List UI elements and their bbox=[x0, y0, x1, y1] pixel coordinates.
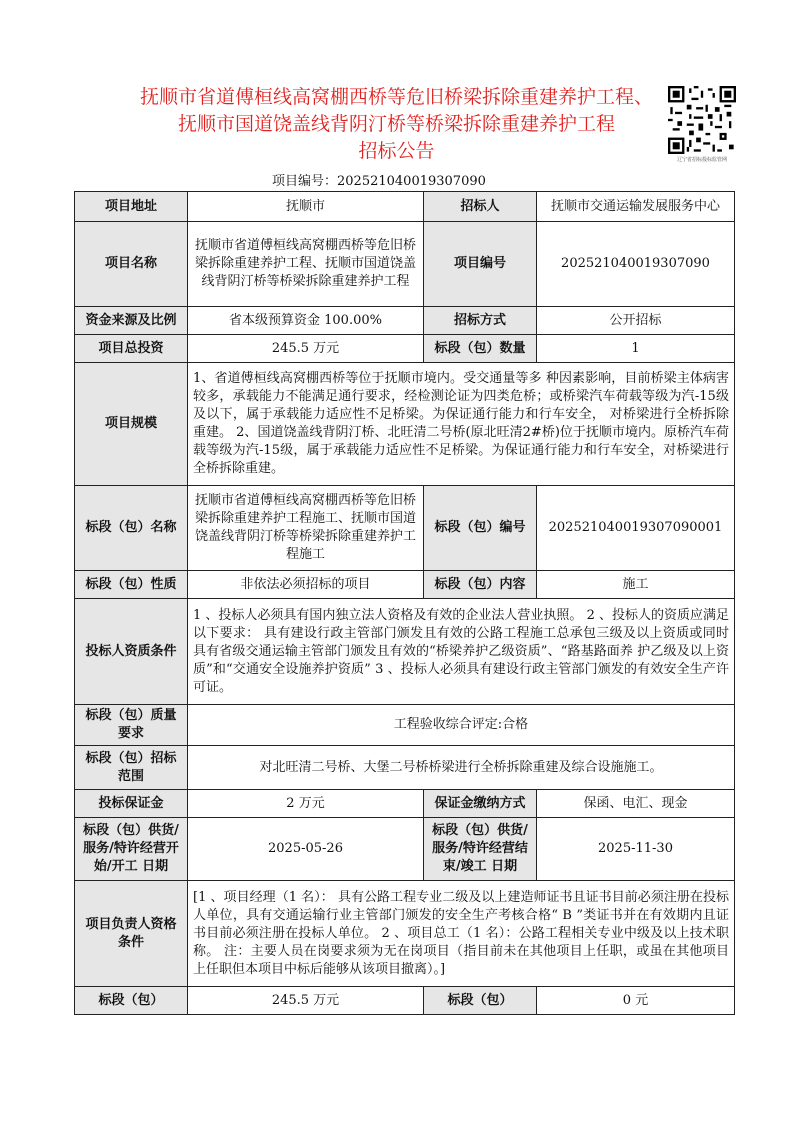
title-line-1: 抚顺市省道傅桓线高窝棚西桥等危旧桥梁拆除重建养护工程、 bbox=[139, 86, 653, 108]
table-row bbox=[75, 599, 735, 705]
value-section-content: 施工 bbox=[537, 571, 735, 599]
value-section-number: 202521040019307090001 bbox=[537, 486, 735, 571]
label-section-content: 标段（包）内容 bbox=[424, 571, 537, 599]
value-section-nature: 非依法必须招标的项目 bbox=[188, 571, 424, 599]
value-tender-method: 公开招标 bbox=[537, 307, 735, 335]
label-start-date: 标段（包）供货/服务/特许经营开始/开工 日期 bbox=[75, 818, 188, 881]
label-bidder-qualification: 投标人资质条件 bbox=[75, 599, 188, 705]
table-row bbox=[75, 746, 735, 790]
table-row bbox=[75, 881, 735, 987]
value-bid-bond: 2 万元 bbox=[188, 790, 424, 818]
label-project-name: 项目名称 bbox=[75, 222, 188, 307]
label-manager-qualification: 项目负责人资格条件 bbox=[75, 881, 188, 987]
value-tenderer: 抚顺市交通运输发展服务中心 bbox=[537, 192, 735, 222]
value-section-count: 1 bbox=[537, 335, 735, 363]
label-section-name: 标段（包）名称 bbox=[75, 486, 188, 571]
table-row bbox=[75, 790, 735, 818]
label-quality-requirement: 标段（包）质量要求 bbox=[75, 705, 188, 746]
label-project-scale: 项目规模 bbox=[75, 363, 188, 486]
label-bid-bond: 投标保证金 bbox=[75, 790, 188, 818]
qr-code-icon bbox=[668, 86, 736, 154]
table-row bbox=[75, 192, 735, 222]
value-section-amount-2: 0 元 bbox=[537, 987, 735, 1015]
label-section-number: 标段（包）编号 bbox=[424, 486, 537, 571]
value-project-name: 抚顺市省道傅桓线高窝棚西桥等危旧桥梁拆除重建养护工程、抚顺市国道饶盖线背阴汀桥等桥梁拆除重建养护工程 bbox=[188, 222, 424, 307]
value-total-investment: 245.5 万元 bbox=[188, 335, 424, 363]
label-section-count: 标段（包）数量 bbox=[424, 335, 537, 363]
label-end-date: 标段（包）供货/服务/特许经营结束/竣工 日期 bbox=[424, 818, 537, 881]
table-row bbox=[75, 486, 735, 571]
label-tender-method: 招标方式 bbox=[424, 307, 537, 335]
value-section-name: 抚顺市省道傅桓线高窝棚西桥等危旧桥梁拆除重建养护工程施工、抚顺市国道饶盖线背阴汀桥等桥梁拆除重建养护工程施工 bbox=[188, 486, 424, 571]
table-row bbox=[75, 705, 735, 746]
table-row bbox=[75, 307, 735, 335]
label-tenderer: 招标人 bbox=[424, 192, 537, 222]
value-quality-requirement: 工程验收综合评定:合格 bbox=[188, 705, 735, 746]
table-row bbox=[75, 363, 735, 486]
project-number-line: 项目编号：202521040019307090 bbox=[272, 174, 486, 189]
label-project-number: 项目编号 bbox=[424, 222, 537, 307]
label-section-amount-2: 标段（包） bbox=[424, 987, 537, 1015]
table-row bbox=[75, 335, 735, 363]
label-funding-source: 资金来源及比例 bbox=[75, 307, 188, 335]
value-project-address: 抚顺市 bbox=[188, 192, 424, 222]
value-bond-payment-method: 保函、电汇、现金 bbox=[537, 790, 735, 818]
table-row bbox=[75, 987, 735, 1015]
value-start-date: 2025-05-26 bbox=[188, 818, 424, 881]
value-project-scale: 1、省道傅桓线高窝棚西桥等位于抚顺市境内。受交通量等多 种因素影响，目前桥梁主体病害较多，承载能力不能满足通行要求，经检测论证为四类危桥；或桥梁汽车荷载等级为汽-15级及以下，属于承载能力适应性不足桥梁。为保证通行能力和行车安全， 对桥梁进行全桥拆除重建。 2、国道饶盖线背阴汀桥、北旺清二号桥(原北旺清2#桥)位于抚顺市境内。原桥汽车荷载等级为汽-15级，属于承载能力适应性不足桥梁。为保证通行能力和行车安全，对桥梁进行全桥拆除重建。 bbox=[188, 363, 735, 486]
value-section-amount: 245.5 万元 bbox=[188, 987, 424, 1015]
value-end-date: 2025-11-30 bbox=[537, 818, 735, 881]
label-bond-payment-method: 保证金缴纳方式 bbox=[424, 790, 537, 818]
table-row bbox=[75, 571, 735, 599]
value-manager-qualification: [1 、项目经理（1 名）： 具有公路工程专业二级及以上建造师证书且证书目前必须注册在投标人单位，具有交通运输行业主管部门颁发的安全生产考核合格“ B ”类证书并在有效期内且证书目前必须注册在投标人单位。 2 、项目总工（1 名）：公路工程相关专业中级及以上技术职称。 注：主要人员在岗要求须为无在岗项目（指目前未在其他项目上任职，或虽在其他项目上任职但本项目中标后能够从该项目撤离）。] bbox=[188, 881, 735, 987]
title-line-3: 招标公告 bbox=[358, 140, 435, 162]
qr-caption: 辽宁省招标投标监管网 bbox=[676, 157, 727, 163]
value-tender-scope: 对北旺清二号桥、大堡二号桥桥梁进行全桥拆除重建及综合设施施工。 bbox=[188, 746, 735, 790]
announcement-table bbox=[74, 191, 735, 1015]
label-section-nature: 标段（包）性质 bbox=[75, 571, 188, 599]
value-project-number: 202521040019307090 bbox=[537, 222, 735, 307]
table-row bbox=[75, 222, 735, 307]
label-section-amount: 标段（包） bbox=[75, 987, 188, 1015]
value-bidder-qualification: 1 、投标人必须具有国内独立法人资格及有效的企业法人营业执照。 2 、投标人的资质应满足以下要求： 具有建设行政主管部门颁发且有效的公路工程施工总承包三级及以上资质或同时 具有省级交通运输主管部门颁发且有效的“桥梁养护乙级资质”、“路基路面养 护乙级及以上资质”和“交通安全设施养护资质” 3 、投标人必须具有建设行政主管部门颁发的有效安全生产许可证。 bbox=[188, 599, 735, 705]
title-line-2: 抚顺市国道饶盖线背阴汀桥等桥梁拆除重建养护工程 bbox=[177, 113, 615, 135]
table-row bbox=[75, 818, 735, 881]
value-funding-source: 省本级预算资金 100.00% bbox=[188, 307, 424, 335]
label-tender-scope: 标段（包）招标范围 bbox=[75, 746, 188, 790]
label-total-investment: 项目总投资 bbox=[75, 335, 188, 363]
label-project-address: 项目地址 bbox=[75, 192, 188, 222]
